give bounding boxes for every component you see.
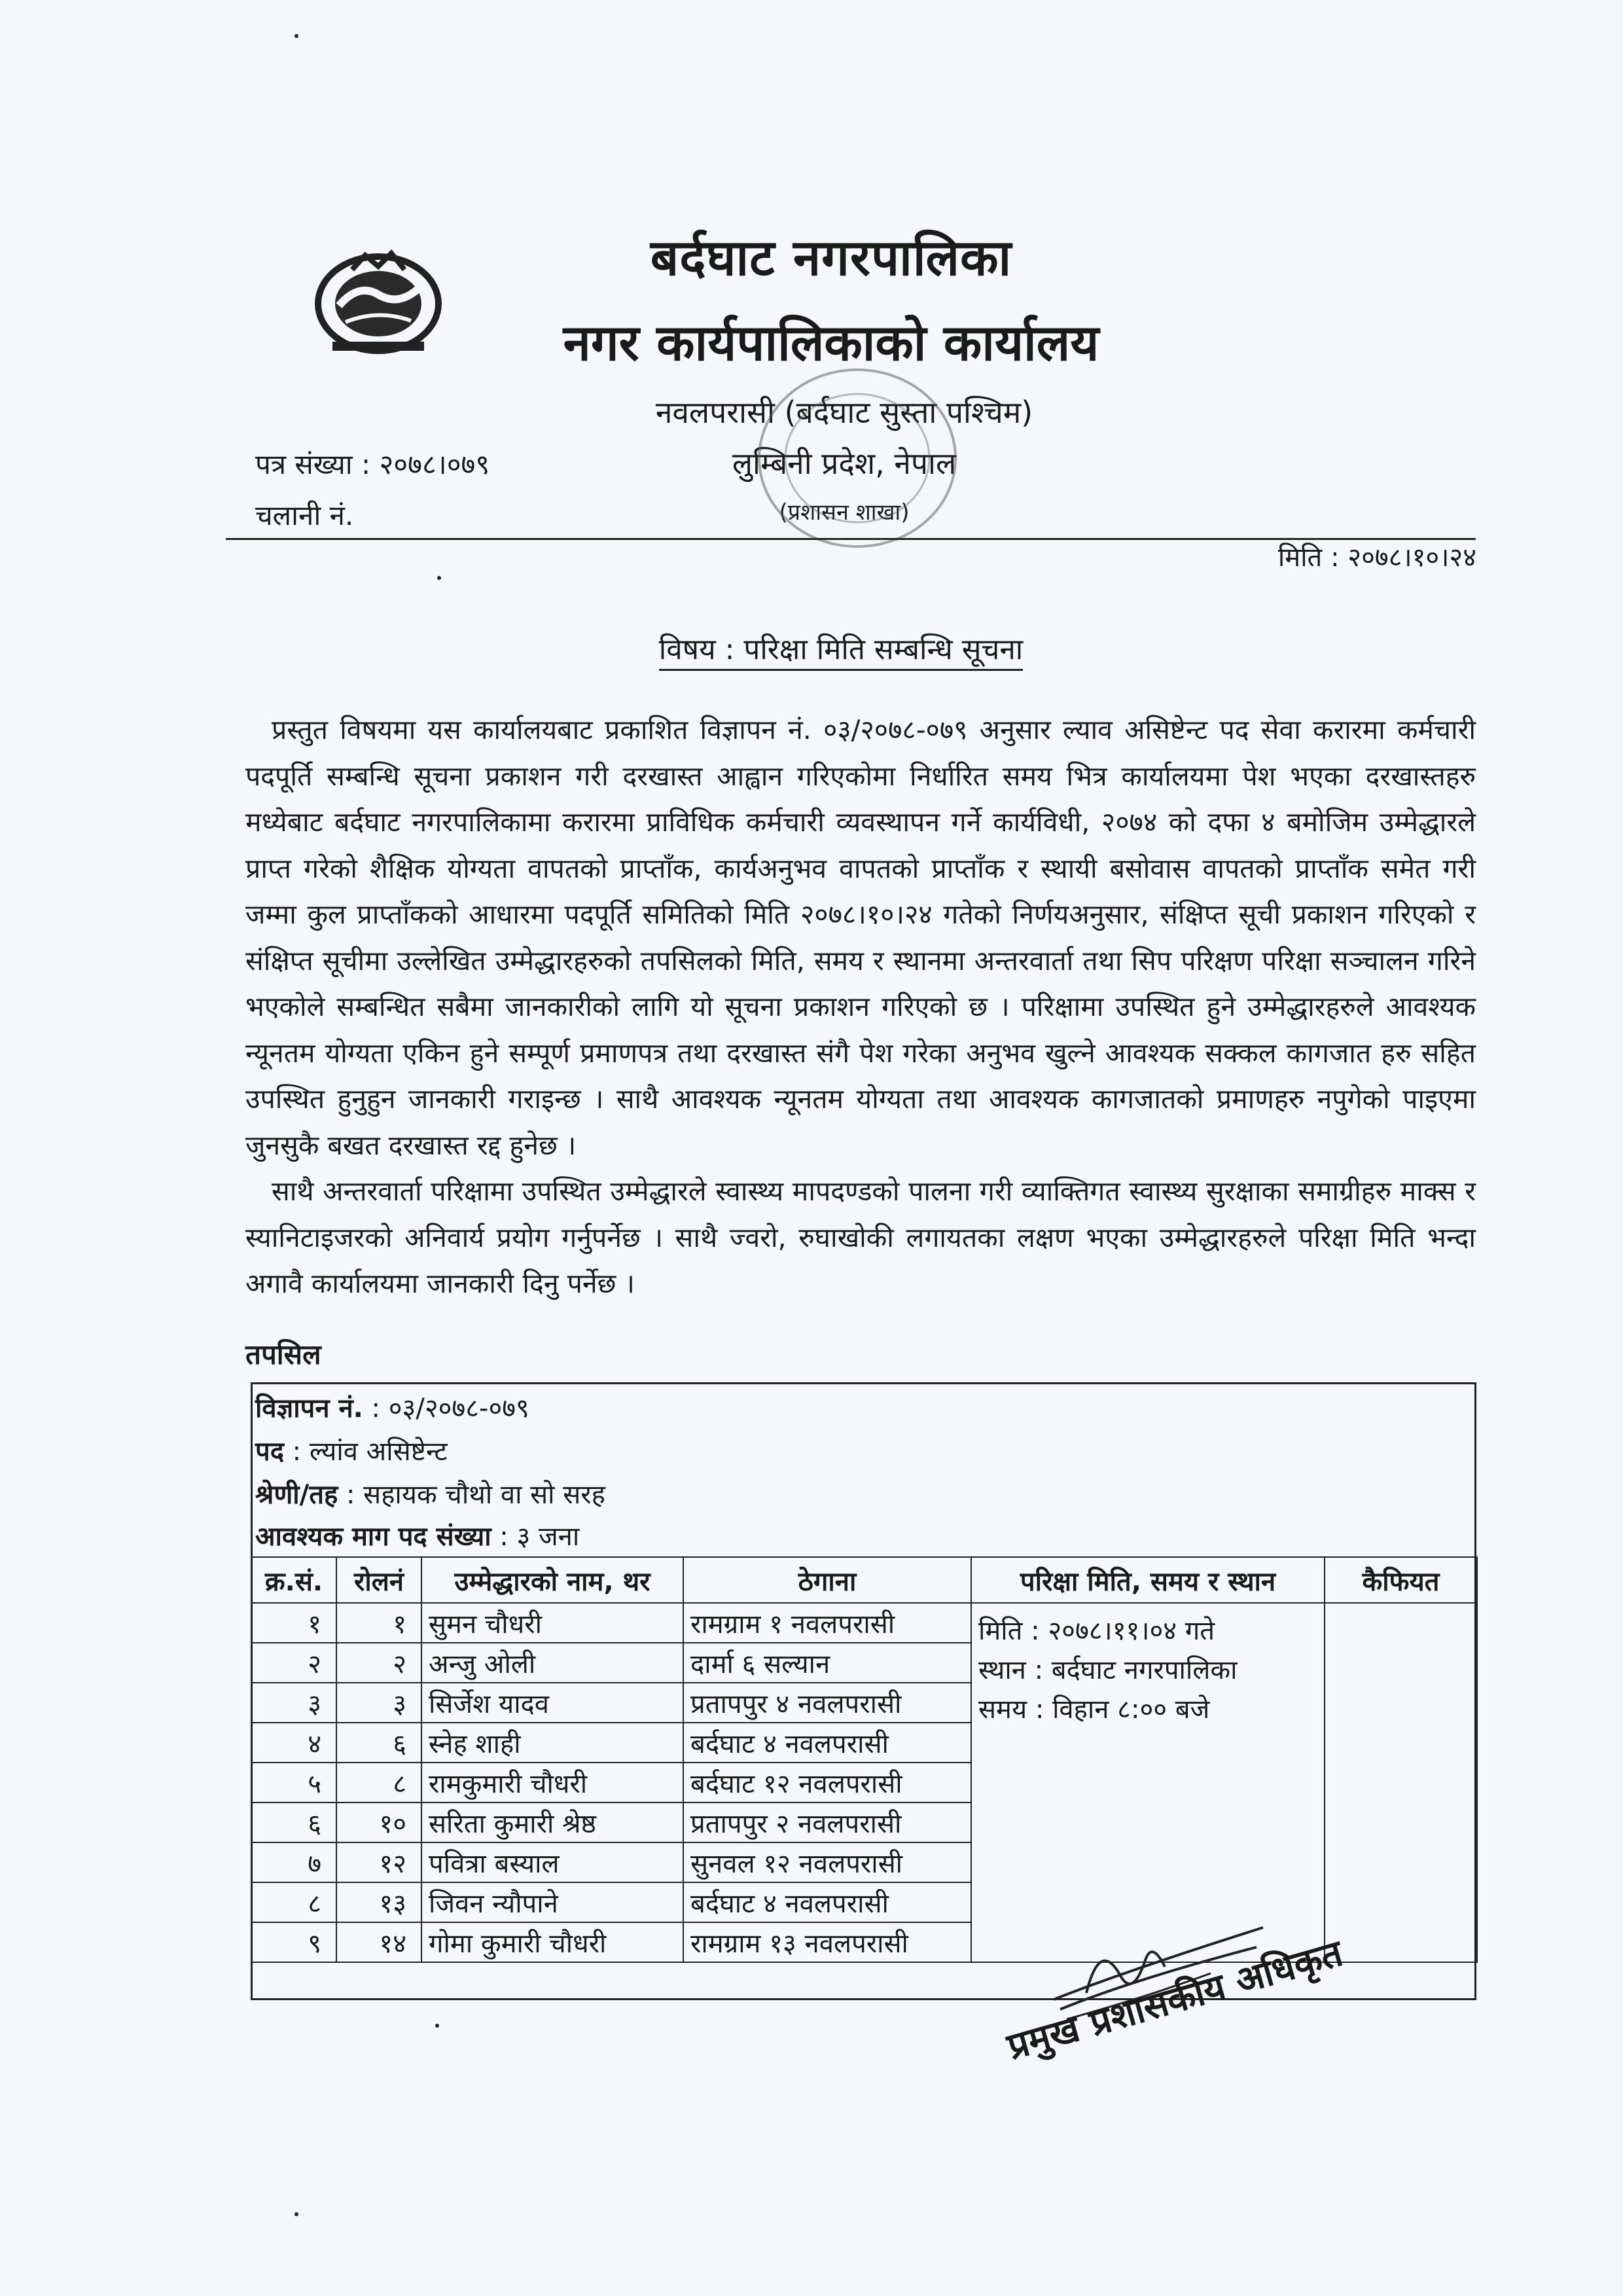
name-cell: सरिता कुमारी श्रेष्ठ (421, 1803, 683, 1842)
address-cell: रामग्राम १ नवलपरासी (683, 1603, 971, 1643)
exam-place: स्थान : बर्दघाट नगरपालिका (978, 1655, 1238, 1685)
col-address: ठेगाना (683, 1557, 971, 1603)
table-header-row (251, 1557, 1477, 1603)
level-label: श्रेणी/तह (255, 1480, 338, 1510)
serial-cell: २ (251, 1643, 336, 1683)
roll-cell: २ (336, 1643, 421, 1683)
candidate-table (251, 1556, 1478, 1963)
signatory-title: प्रमुख प्रशासकीय अधिकृत (1003, 1931, 1347, 2069)
address-cell: बर्दघाट ४ नवलपरासी (683, 1882, 971, 1922)
address-cell: रामग्राम १३ नवलपरासी (683, 1922, 971, 1962)
roll-cell: ३ (336, 1683, 421, 1723)
notice-body (245, 707, 1476, 1307)
letter-date: मिति : २०७८।१०।२४ (1277, 543, 1476, 573)
serial-cell: ७ (251, 1842, 336, 1882)
level-row (255, 1475, 605, 1511)
scan-speck (435, 2024, 439, 2028)
post-count-label: आवश्यक माग पद संख्या (255, 1522, 491, 1552)
section-name: (प्रशासन शाखा) (779, 499, 910, 526)
col-name: उम्मेद्धारको नाम, थर (421, 1557, 683, 1603)
scan-speck (294, 34, 298, 38)
name-cell: सुमन चौधरी (421, 1603, 683, 1643)
organization-name: बर्दघाट नगरपालिका (650, 228, 1012, 287)
address-line-1: नवलपरासी (बर्दघाट सुस्ता पश्चिम) (655, 395, 1033, 430)
post-count-row (255, 1517, 579, 1553)
remarks-cell (1325, 1603, 1477, 1962)
post-value: : ल्यांव असिष्टेन्ट (283, 1437, 448, 1467)
roll-cell: १० (336, 1803, 421, 1842)
name-cell: सिर्जेश यादव (421, 1683, 683, 1723)
serial-cell: ५ (251, 1763, 336, 1803)
roll-cell: १ (336, 1603, 421, 1643)
address-cell: प्रतापपुर २ नवलपरासी (683, 1803, 971, 1842)
body-paragraph-2: साथै अन्तरवार्ता परिक्षामा उपस्थित उम्मेद्धारले स्वास्थ्य मापदण्डको पालना गरी व्याक्तिगत स्वास्थ्य सुरक्षाका समाग्रीहरु माक्स र स्यानिटाइजरको अनिवार्य प्रयोग गर्नुपर्नेछ । साथै ज्वरो, रुघाखोकी लगायतका लक्षण भएका उम्मेद्धारहरुले परिक्षा मिति भन्दा अगावै कार्यालयमा जानकारी दिनु पर्नेछ । (245, 1175, 1476, 1299)
schedule-label: तपसिल (245, 1338, 321, 1371)
roll-cell: ६ (336, 1723, 421, 1763)
address-cell: बर्दघाट १२ नवलपरासी (683, 1763, 971, 1803)
address-cell: प्रतापपुर ४ नवलपरासी (683, 1683, 971, 1723)
post-count-value: : ३ जना (491, 1522, 580, 1552)
address-line-2: लुम्बिनी प्रदेश, नेपाल (732, 446, 957, 481)
scan-speck (294, 2212, 298, 2216)
serial-cell: १ (251, 1603, 336, 1643)
roll-cell: १४ (336, 1922, 421, 1962)
exam-date: मिति : २०७८।११।०४ गते (978, 1616, 1215, 1646)
ad-number-value: : ०३/२०७८-०७९ (363, 1393, 529, 1424)
name-cell: रामकुमारी चौधरी (421, 1763, 683, 1803)
name-cell: अन्जु ओली (421, 1643, 683, 1683)
roll-cell: १३ (336, 1882, 421, 1922)
dispatch-number: चलानी नं. (255, 499, 354, 531)
table-row (251, 1603, 1477, 1643)
ad-number-label: विज्ञापन नं. (255, 1393, 363, 1424)
letter-number: पत्र संख्या : २०७८।०७९ (255, 448, 490, 480)
subject-line (0, 628, 1623, 668)
serial-cell: ८ (251, 1882, 336, 1922)
scan-speck (437, 576, 441, 580)
col-exam-info: परिक्षा मिति, समय र स्थान (971, 1557, 1325, 1603)
post-label: पद (255, 1437, 284, 1467)
roll-cell: ८ (336, 1763, 421, 1803)
address-cell: सुनवल १२ नवलपरासी (683, 1842, 971, 1882)
roll-cell: १२ (336, 1842, 421, 1882)
col-roll: रोलनं (336, 1557, 421, 1603)
serial-cell: ३ (251, 1683, 336, 1723)
col-remarks: कैफियत (1325, 1557, 1477, 1603)
subject-text: विषय : परिक्षा मिति सम्बन्धि सूचना (659, 633, 1023, 671)
address-cell: बर्दघाट ४ नवलपरासी (683, 1723, 971, 1763)
name-cell: गोमा कुमारी चौधरी (421, 1922, 683, 1962)
office-name: नगर कार्यपालिकाको कार्यालय (563, 314, 1099, 372)
ad-number-row (255, 1389, 529, 1425)
name-cell: स्नेह शाही (421, 1723, 683, 1763)
serial-cell: ९ (251, 1922, 336, 1962)
office-stamp (753, 363, 962, 553)
body-paragraph-1: प्रस्तुत विषयमा यस कार्यालयबाट प्रकाशित विज्ञापन नं. ०३/२०७८-०७९ अनुसार ल्याव असिष्टेन्ट पद सेवा करारमा कर्मचारी पदपूर्ति सम्बन्धि सूचना प्रकाशन गरी दरखास्त आह्वान गरिएकोमा निर्धारित समय भित्र कार्यालयमा पेश भएका दरखास्तहरु मध्येबाट बर्दघाट नगरपालिकामा करारमा प्राविधिक कर्मचारी व्यवस्थापन गर्ने कार्यविधी, २०७४ को दफा ४ बमोजिम उम्मेद्धारले प्राप्त गरेको शैक्षिक योग्यता वापतको प्राप्ताँक, कार्यअनुभव वापतको प्राप्ताँक र स्थायी बसोवास वापतको प्राप्ताँक समेत गरी जम्मा कुल प्राप्ताँकको आधारमा पदपूर्ति समितिको मिति २०७८।१०।२४ गतेको निर्णयअनुसार, संक्षिप्त सूची प्रकाशन गरिएको र संक्षिप्त सूचीमा उल्लेखित उम्मेद्धारहरुको तपसिलको मिति, समय र स्थानमा अन्तरवार्ता तथा सिप परिक्षण परिक्षा सञ्चालन गरिने भएकोले सम्बन्धित सबैमा जानकारीको लागि यो सूचना प्रकाशन गरिएको छ । परिक्षामा उपस्थित हुने उम्मेद्धारहरुले आवश्यक न्यूनतम योग्यता एकिन हुने सम्पूर्ण प्रमाणपत्र तथा दरखास्त संगै पेश गरेका अनुभव खुल्ने आवश्यक सक्कल कागजात हरु सहित उपस्थित हुनुहुन जानकारी गराइन्छ । साथै आवश्यक न्यूनतम योग्यता तथा आवश्यक कागजातको प्रमाणहरु नपुगेको पाइएमा जुनसुकै बखत दरखास्त रद्द हुनेछ । (245, 714, 1476, 1161)
serial-cell: ४ (251, 1723, 336, 1763)
address-cell: दार्मा ६ सल्यान (683, 1643, 971, 1683)
level-value: : सहायक चौथो वा सो सरह (338, 1480, 605, 1510)
name-cell: जिवन न्यौपाने (421, 1882, 683, 1922)
post-row (255, 1432, 448, 1468)
serial-cell: ६ (251, 1803, 336, 1842)
col-serial: क्र.सं. (251, 1557, 336, 1603)
exam-time: समय : विहान ८:०० बजे (978, 1695, 1210, 1725)
name-cell: पवित्रा बस्याल (421, 1842, 683, 1882)
